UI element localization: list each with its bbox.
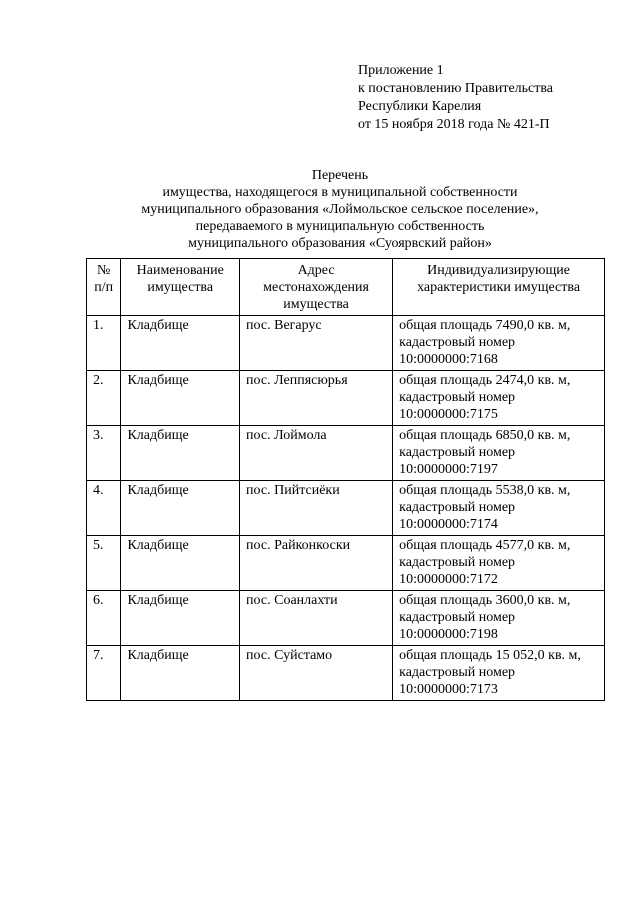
table-row	[87, 481, 605, 536]
header-num	[87, 259, 121, 316]
header-characteristics-line: Индивидуализирующие	[427, 263, 570, 278]
header-address	[240, 259, 393, 316]
characteristics-line: кадастровый номер	[399, 555, 516, 570]
row-address: пос. Соанлахти	[240, 591, 393, 646]
row-characteristics	[393, 536, 605, 591]
row-name: Кладбище	[121, 591, 240, 646]
characteristics-line: кадастровый номер	[399, 610, 516, 625]
table-row	[87, 646, 605, 701]
row-characteristics	[393, 371, 605, 426]
row-characteristics	[393, 426, 605, 481]
property-table	[86, 258, 605, 701]
header-num-line: №	[97, 263, 111, 278]
table-row	[87, 426, 605, 481]
row-address: пос. Лоймола	[240, 426, 393, 481]
characteristics-line: 10:0000000:7198	[399, 627, 498, 642]
row-address: пос. Райконкоски	[240, 536, 393, 591]
row-num: 1.	[87, 316, 121, 371]
characteristics-line: общая площадь 4577,0 кв. м,	[399, 538, 571, 553]
table-row	[87, 536, 605, 591]
table-row	[87, 316, 605, 371]
title-line: имущества, находящегося в муниципальной собственности	[162, 185, 518, 200]
header-name	[121, 259, 240, 316]
title-line: Перечень	[311, 168, 369, 183]
row-characteristics	[393, 591, 605, 646]
header-name-line: Наименование	[136, 263, 224, 278]
header-address-line: имущества	[283, 297, 349, 312]
row-num: 7.	[87, 646, 121, 701]
table-header-row	[87, 259, 605, 316]
row-num: 5.	[87, 536, 121, 591]
row-name: Кладбище	[121, 316, 240, 371]
row-characteristics	[393, 481, 605, 536]
table-row	[87, 371, 605, 426]
characteristics-line: общая площадь 3600,0 кв. м,	[399, 593, 571, 608]
appendix-line: к постановлению Правительства	[358, 81, 554, 96]
row-address: пос. Леппясюрья	[240, 371, 393, 426]
header-characteristics-line: характеристики имущества	[417, 280, 581, 295]
characteristics-line: кадастровый номер	[399, 445, 516, 460]
characteristics-line: общая площадь 2474,0 кв. м,	[399, 373, 571, 388]
appendix-line: от 15 ноября 2018 года № 421-П	[358, 117, 550, 132]
characteristics-line: 10:0000000:7175	[399, 407, 498, 422]
characteristics-line: 10:0000000:7174	[399, 517, 498, 532]
row-address: пос. Вегарус	[240, 316, 393, 371]
row-characteristics	[393, 646, 605, 701]
row-num: 2.	[87, 371, 121, 426]
characteristics-line: 10:0000000:7168	[399, 352, 498, 367]
row-characteristics	[393, 316, 605, 371]
characteristics-line: кадастровый номер	[399, 335, 516, 350]
characteristics-line: кадастровый номер	[399, 500, 516, 515]
header-address-line: местонахождения	[263, 280, 369, 295]
row-address: пос. Пийтсиёки	[240, 481, 393, 536]
characteristics-line: общая площадь 15 052,0 кв. м,	[399, 648, 581, 663]
appendix-line: Приложение 1	[358, 63, 444, 78]
table-row	[87, 591, 605, 646]
document-title	[80, 167, 600, 252]
row-num: 4.	[87, 481, 121, 536]
characteristics-line: кадастровый номер	[399, 665, 516, 680]
characteristics-line: 10:0000000:7197	[399, 462, 498, 477]
characteristics-line: 10:0000000:7172	[399, 572, 498, 587]
title-line: передаваемого в муниципальную собственность	[195, 219, 485, 234]
header-address-line: Адрес	[297, 263, 335, 278]
row-name: Кладбище	[121, 426, 240, 481]
appendix-block	[358, 62, 553, 134]
header-name-line: имущества	[147, 280, 214, 295]
row-name: Кладбище	[121, 536, 240, 591]
title-line: муниципального образования «Суоярвский район»	[188, 236, 492, 251]
characteristics-line: общая площадь 5538,0 кв. м,	[399, 483, 571, 498]
row-num: 3.	[87, 426, 121, 481]
row-num: 6.	[87, 591, 121, 646]
characteristics-line: кадастровый номер	[399, 390, 516, 405]
row-name: Кладбище	[121, 481, 240, 536]
characteristics-line: общая площадь 7490,0 кв. м,	[399, 318, 571, 333]
row-name: Кладбище	[121, 646, 240, 701]
title-line: муниципального образования «Лоймольское сельское поселение»,	[141, 202, 539, 217]
header-characteristics	[393, 259, 605, 316]
header-num-line: п/п	[94, 280, 114, 295]
row-name: Кладбище	[121, 371, 240, 426]
appendix-line: Республики Карелия	[358, 99, 482, 114]
row-address: пос. Суйстамо	[240, 646, 393, 701]
characteristics-line: 10:0000000:7173	[399, 682, 498, 697]
characteristics-line: общая площадь 6850,0 кв. м,	[399, 428, 571, 443]
